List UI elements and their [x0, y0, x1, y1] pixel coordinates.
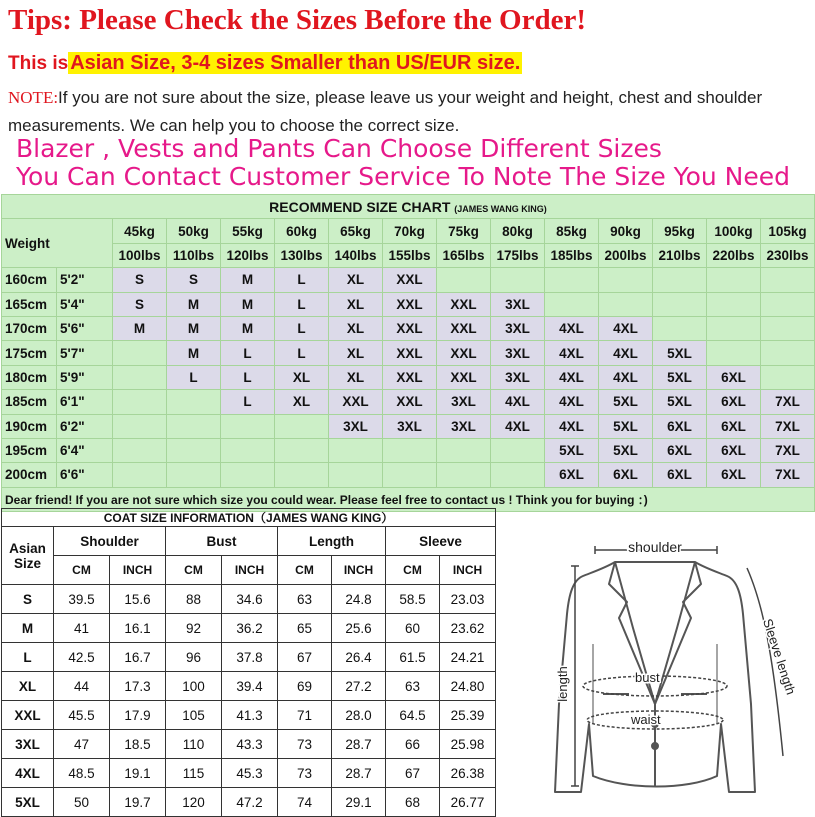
height-ft: 6'2": [57, 414, 113, 438]
coat-size: 5XL: [2, 788, 54, 817]
height-cm: 165cm: [2, 292, 57, 316]
coat-value: 39.4: [222, 672, 278, 701]
kg-header: 70kg: [383, 219, 437, 243]
coat-value: 63: [386, 672, 440, 701]
kg-header: 55kg: [221, 219, 275, 243]
kg-header: 60kg: [275, 219, 329, 243]
lbs-header: 130lbs: [275, 243, 329, 267]
coat-row: [2, 788, 496, 817]
unit-header: INCH: [440, 556, 496, 585]
coat-value: 26.77: [440, 788, 496, 817]
lbs-header: 165lbs: [437, 243, 491, 267]
size-cell: [707, 341, 761, 365]
unit-header: INCH: [222, 556, 278, 585]
size-cell: L: [275, 341, 329, 365]
size-cell: [437, 268, 491, 292]
coat-value: 60: [386, 614, 440, 643]
size-cell: XXL: [437, 316, 491, 340]
size-cell: [653, 316, 707, 340]
size-cell: [113, 365, 167, 389]
unit-header: INCH: [110, 556, 166, 585]
coat-size: XL: [2, 672, 54, 701]
coat-value: 42.5: [54, 643, 110, 672]
asian-size-header: Asian Size: [2, 527, 54, 585]
size-cell: 5XL: [599, 390, 653, 414]
size-cell: M: [113, 316, 167, 340]
coat-measurement-diagram: [497, 524, 815, 815]
coat-title: COAT SIZE INFORMATION（JAMES WANG KING）: [2, 509, 496, 527]
size-cell: [761, 292, 815, 316]
chart-brand-text: (JAMES WANG KING): [454, 203, 547, 214]
coat-value: 24.8: [332, 585, 386, 614]
coat-group-row: [2, 527, 496, 556]
size-cell: 5XL: [545, 438, 599, 462]
note-paragraph: [8, 84, 813, 140]
height-ft: 5'7": [57, 341, 113, 365]
coat-value: 19.1: [110, 759, 166, 788]
size-cell: [653, 268, 707, 292]
lbs-header: 220lbs: [707, 243, 761, 267]
coat-value: 64.5: [386, 701, 440, 730]
coat-row: [2, 759, 496, 788]
size-cell: [707, 316, 761, 340]
coat-size: 3XL: [2, 730, 54, 759]
size-cell: [545, 292, 599, 316]
size-cell: [383, 463, 437, 487]
size-cell: [221, 438, 275, 462]
coat-value: 18.5: [110, 730, 166, 759]
size-cell: L: [275, 268, 329, 292]
size-row: [2, 438, 815, 462]
coat-value: 17.3: [110, 672, 166, 701]
coat-value: 25.39: [440, 701, 496, 730]
height-cm: 185cm: [2, 390, 57, 414]
group-header: Length: [278, 527, 386, 556]
pink-line-2: You Can Contact Customer Service To Note The Size You Need: [16, 162, 791, 191]
coat-value: 28.7: [332, 730, 386, 759]
size-cell: XL: [329, 292, 383, 316]
coat-size-table: [1, 508, 496, 817]
size-cell: 6XL: [653, 438, 707, 462]
coat-value: 24.80: [440, 672, 496, 701]
kg-header: 95kg: [653, 219, 707, 243]
size-cell: XL: [275, 365, 329, 389]
size-cell: 6XL: [707, 365, 761, 389]
coat-value: 23.03: [440, 585, 496, 614]
size-row: [2, 316, 815, 340]
coat-row: [2, 672, 496, 701]
coat-row: [2, 614, 496, 643]
unit-header: INCH: [332, 556, 386, 585]
coat-value: 48.5: [54, 759, 110, 788]
size-cell: [167, 414, 221, 438]
chart-title: [2, 195, 815, 219]
coat-size: L: [2, 643, 54, 672]
coat-value: 39.5: [54, 585, 110, 614]
coat-value: 47: [54, 730, 110, 759]
size-cell: [221, 414, 275, 438]
coat-value: 47.2: [222, 788, 278, 817]
coat-value: 69: [278, 672, 332, 701]
height-cm: 190cm: [2, 414, 57, 438]
size-cell: 3XL: [437, 414, 491, 438]
size-cell: 6XL: [653, 463, 707, 487]
kg-header: 75kg: [437, 219, 491, 243]
coat-value: 16.7: [110, 643, 166, 672]
coat-value: 73: [278, 759, 332, 788]
size-cell: [275, 463, 329, 487]
size-cell: 4XL: [491, 390, 545, 414]
size-cell: M: [167, 316, 221, 340]
coat-value: 41.3: [222, 701, 278, 730]
coat-value: 36.2: [222, 614, 278, 643]
size-cell: [113, 414, 167, 438]
coat-size: S: [2, 585, 54, 614]
coat-value: 61.5: [386, 643, 440, 672]
coat-value: 25.6: [332, 614, 386, 643]
size-cell: XL: [275, 390, 329, 414]
asian-size-line: [8, 52, 522, 75]
size-cell: XXL: [437, 341, 491, 365]
chart-footer: Dear friend! If you are not sure which size you could wear. Please feel free to contact us ! Think you for buying ：): [2, 487, 815, 511]
height-cm: 170cm: [2, 316, 57, 340]
size-cell: 3XL: [383, 414, 437, 438]
kg-header: 85kg: [545, 219, 599, 243]
size-cell: [545, 268, 599, 292]
size-row: [2, 365, 815, 389]
coat-value: 29.1: [332, 788, 386, 817]
size-cell: [599, 292, 653, 316]
coat-value: 67: [278, 643, 332, 672]
coat-value: 28.0: [332, 701, 386, 730]
height-cm: 180cm: [2, 365, 57, 389]
size-cell: [221, 463, 275, 487]
height-ft: 5'9": [57, 365, 113, 389]
size-cell: 6XL: [707, 414, 761, 438]
size-cell: 5XL: [653, 341, 707, 365]
coat-value: 63: [278, 585, 332, 614]
kg-header: 105kg: [761, 219, 815, 243]
size-cell: L: [221, 390, 275, 414]
size-cell: 6XL: [545, 463, 599, 487]
size-cell: M: [221, 292, 275, 316]
coat-value: 71: [278, 701, 332, 730]
size-row: [2, 268, 815, 292]
size-cell: 6XL: [707, 438, 761, 462]
size-cell: 4XL: [599, 341, 653, 365]
coat-value: 17.9: [110, 701, 166, 730]
height-cm: 160cm: [2, 268, 57, 292]
coat-value: 92: [166, 614, 222, 643]
lbs-header: 185lbs: [545, 243, 599, 267]
size-cell: 7XL: [761, 463, 815, 487]
coat-value: 96: [166, 643, 222, 672]
kg-header: 80kg: [491, 219, 545, 243]
coat-value: 100: [166, 672, 222, 701]
size-cell: 3XL: [491, 341, 545, 365]
size-cell: XL: [329, 341, 383, 365]
kg-header: 100kg: [707, 219, 761, 243]
coat-value: 26.4: [332, 643, 386, 672]
size-cell: 6XL: [707, 463, 761, 487]
coat-value: 44: [54, 672, 110, 701]
lbs-header: 120lbs: [221, 243, 275, 267]
size-cell: XXL: [437, 365, 491, 389]
height-ft: 6'4": [57, 438, 113, 462]
lbs-row: [2, 243, 815, 267]
lbs-header: 140lbs: [329, 243, 383, 267]
waist-label: waist: [631, 712, 661, 727]
size-cell: [113, 463, 167, 487]
size-cell: S: [167, 268, 221, 292]
coat-row: [2, 585, 496, 614]
size-cell: S: [113, 292, 167, 316]
size-cell: [491, 268, 545, 292]
coat-value: 24.21: [440, 643, 496, 672]
height-ft: 5'6": [57, 316, 113, 340]
size-cell: [761, 341, 815, 365]
size-cell: [383, 438, 437, 462]
coat-value: 23.62: [440, 614, 496, 643]
coat-value: 41: [54, 614, 110, 643]
size-cell: XL: [329, 365, 383, 389]
size-cell: M: [167, 341, 221, 365]
size-cell: 3XL: [437, 390, 491, 414]
size-cell: 3XL: [491, 365, 545, 389]
coat-value: 88: [166, 585, 222, 614]
size-row: [2, 390, 815, 414]
size-cell: XXL: [383, 268, 437, 292]
size-cell: XL: [329, 316, 383, 340]
size-cell: M: [221, 316, 275, 340]
shoulder-label: shoulder: [628, 539, 682, 555]
coat-value: 27.2: [332, 672, 386, 701]
coat-value: 74: [278, 788, 332, 817]
sleeve-length-label: Sleeve length: [759, 616, 799, 697]
size-cell: XL: [329, 268, 383, 292]
note-key: NOTE:: [8, 88, 59, 107]
coat-value: 120: [166, 788, 222, 817]
coat-value: 67: [386, 759, 440, 788]
size-cell: [329, 438, 383, 462]
size-row: [2, 463, 815, 487]
size-cell: 4XL: [545, 341, 599, 365]
coat-value: 26.38: [440, 759, 496, 788]
size-cell: [761, 268, 815, 292]
size-cell: XXL: [383, 292, 437, 316]
size-cell: 3XL: [491, 316, 545, 340]
size-cell: XXL: [329, 390, 383, 414]
size-cell: 4XL: [545, 390, 599, 414]
coat-row: [2, 730, 496, 759]
size-cell: 3XL: [329, 414, 383, 438]
asian-size-highlight: Asian Size, 3-4 sizes Smaller than US/EUR size.: [70, 52, 521, 74]
height-cm: 195cm: [2, 438, 57, 462]
unit-header: CM: [386, 556, 440, 585]
size-row: [2, 341, 815, 365]
size-cell: 7XL: [761, 414, 815, 438]
size-cell: [491, 463, 545, 487]
unit-header: CM: [54, 556, 110, 585]
height-ft: 5'4": [57, 292, 113, 316]
size-cell: [167, 390, 221, 414]
kg-header: 65kg: [329, 219, 383, 243]
coat-value: 110: [166, 730, 222, 759]
size-cell: [761, 316, 815, 340]
coat-value: 45.3: [222, 759, 278, 788]
coat-unit-row: [2, 556, 496, 585]
tips-heading: Tips: Please Check the Sizes Before the Order!: [8, 4, 587, 36]
size-cell: 4XL: [599, 365, 653, 389]
height-ft: 5'2": [57, 268, 113, 292]
size-cell: 3XL: [491, 292, 545, 316]
size-row: [2, 292, 815, 316]
size-cell: 4XL: [545, 414, 599, 438]
size-cell: [275, 438, 329, 462]
coat-value: 37.8: [222, 643, 278, 672]
coat-value: 28.7: [332, 759, 386, 788]
coat-value: 45.5: [54, 701, 110, 730]
coat-value: 105: [166, 701, 222, 730]
size-cell: [599, 268, 653, 292]
coat-value: 115: [166, 759, 222, 788]
size-cell: L: [275, 292, 329, 316]
size-cell: 5XL: [599, 438, 653, 462]
size-cell: XXL: [383, 390, 437, 414]
size-cell: [437, 463, 491, 487]
size-cell: [761, 365, 815, 389]
size-cell: [491, 438, 545, 462]
unit-header: CM: [166, 556, 222, 585]
coat-row: [2, 643, 496, 672]
coat-value: 19.7: [110, 788, 166, 817]
coat-value: 68: [386, 788, 440, 817]
coat-value: 50: [54, 788, 110, 817]
size-cell: 4XL: [599, 316, 653, 340]
size-cell: XXL: [383, 365, 437, 389]
size-cell: 6XL: [707, 390, 761, 414]
pink-line-1: Blazer , Vests and Pants Can Choose Different Sizes: [16, 134, 662, 163]
size-cell: [329, 463, 383, 487]
height-cm: 200cm: [2, 463, 57, 487]
size-cell: [707, 292, 761, 316]
group-header: Shoulder: [54, 527, 166, 556]
size-cell: XXL: [437, 292, 491, 316]
coat-value: 73: [278, 730, 332, 759]
size-cell: [113, 341, 167, 365]
coat-value: 16.1: [110, 614, 166, 643]
lbs-header: 175lbs: [491, 243, 545, 267]
size-cell: XXL: [383, 341, 437, 365]
size-cell: [167, 463, 221, 487]
coat-value: 65: [278, 614, 332, 643]
coat-value: 15.6: [110, 585, 166, 614]
size-cell: M: [221, 268, 275, 292]
lbs-header: 200lbs: [599, 243, 653, 267]
size-cell: L: [167, 365, 221, 389]
coat-value: 34.6: [222, 585, 278, 614]
kg-row: [2, 219, 815, 243]
unit-header: CM: [278, 556, 332, 585]
bust-label: bust: [635, 670, 660, 685]
coat-value: 58.5: [386, 585, 440, 614]
size-cell: [437, 438, 491, 462]
coat-title-row: [2, 509, 496, 527]
coat-value: 43.3: [222, 730, 278, 759]
coat-value: 25.98: [440, 730, 496, 759]
size-cell: [653, 292, 707, 316]
size-cell: 4XL: [491, 414, 545, 438]
coat-row: [2, 701, 496, 730]
note-text: If you are not sure about the size, please leave us your weight and height, chest and shoulder measurements. We can help you to choose the correct size.: [8, 88, 763, 135]
this-is-label: This is: [8, 53, 69, 74]
chart-title-row: [2, 195, 815, 219]
coat-size: XXL: [2, 701, 54, 730]
height-cm: 175cm: [2, 341, 57, 365]
lbs-header: 210lbs: [653, 243, 707, 267]
size-cell: 7XL: [761, 390, 815, 414]
chart-title-text: RECOMMEND SIZE CHART: [269, 198, 451, 215]
recommend-size-chart: [1, 194, 815, 512]
size-cell: 6XL: [653, 414, 707, 438]
kg-header: 50kg: [167, 219, 221, 243]
kg-header: 90kg: [599, 219, 653, 243]
size-cell: [707, 268, 761, 292]
weight-label: Weight: [2, 219, 113, 268]
lbs-header: 110lbs: [167, 243, 221, 267]
coat-size: M: [2, 614, 54, 643]
size-cell: [275, 414, 329, 438]
group-header: Bust: [166, 527, 278, 556]
kg-header: 45kg: [113, 219, 167, 243]
coat-size: 4XL: [2, 759, 54, 788]
size-row: [2, 414, 815, 438]
size-cell: M: [167, 292, 221, 316]
size-cell: 5XL: [599, 414, 653, 438]
height-ft: 6'1": [57, 390, 113, 414]
size-cell: S: [113, 268, 167, 292]
size-cell: 4XL: [545, 365, 599, 389]
size-cell: L: [221, 341, 275, 365]
size-cell: 4XL: [545, 316, 599, 340]
coat-value: 66: [386, 730, 440, 759]
height-ft: 6'6": [57, 463, 113, 487]
size-cell: L: [275, 316, 329, 340]
size-cell: L: [221, 365, 275, 389]
size-cell: [167, 438, 221, 462]
size-cell: 6XL: [599, 463, 653, 487]
lbs-header: 100lbs: [113, 243, 167, 267]
size-cell: 5XL: [653, 365, 707, 389]
length-label: length: [555, 666, 570, 702]
size-cell: 5XL: [653, 390, 707, 414]
size-cell: 7XL: [761, 438, 815, 462]
size-cell: [113, 390, 167, 414]
lbs-header: 155lbs: [383, 243, 437, 267]
size-cell: [113, 438, 167, 462]
size-cell: XXL: [383, 316, 437, 340]
group-header: Sleeve: [386, 527, 496, 556]
lbs-header: 230lbs: [761, 243, 815, 267]
